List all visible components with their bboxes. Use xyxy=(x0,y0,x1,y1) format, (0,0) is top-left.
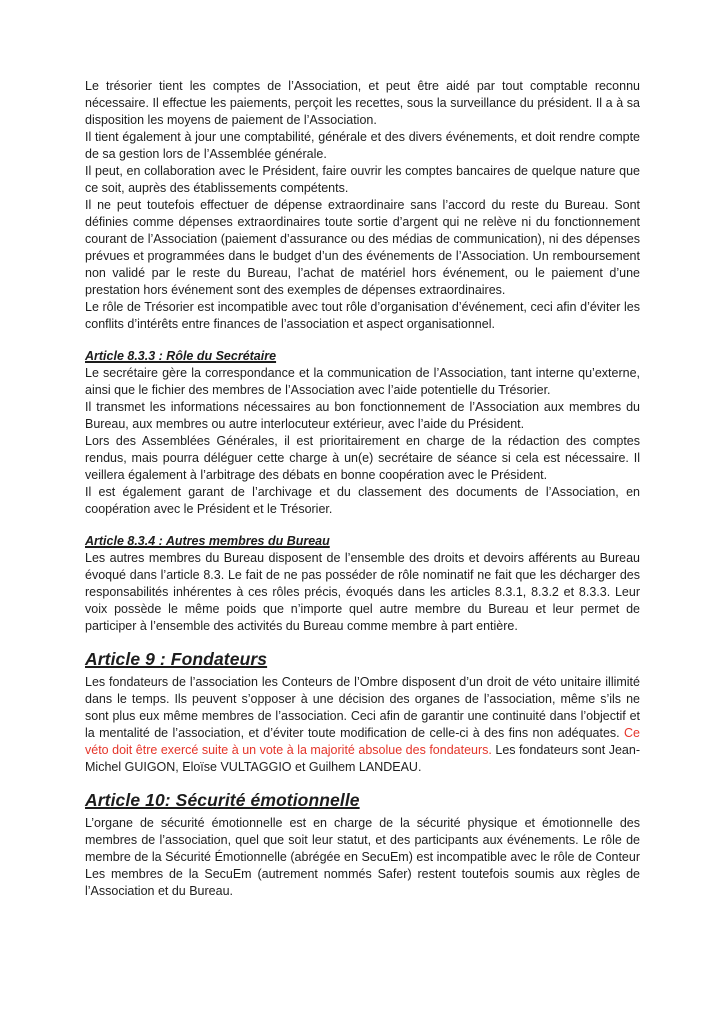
paragraph-secretaire-4: Il est également garant de l’archivage et du classement des documents de l’Association, en coopération avec le Président et le Trésorier. xyxy=(85,485,640,516)
fondateurs-text-before: Les fondateurs de l’association les Conteurs de l’Ombre disposent d’un droit de véto unitaire illimité dans le temps. Ils peuvent s’opposer à une décision des organes de l’association, même s’ils ne sont plus eux même membres de l’association. Ceci afin de garantir une continuité dans l’objectif et la mentalité de l’association, et d’éviter toute modification de celle-ci à des fins non adéquates. xyxy=(85,675,640,740)
heading-article-8-3-3: Article 8.3.3 : Rôle du Secrétaire xyxy=(85,349,277,363)
paragraph-secretaire-3: Lors des Assemblées Générales, il est prioritairement en charge de la rédaction des comptes rendus, mais pourra déléguer cette charge à un(e) secrétaire de séance si cela est nécessaire. Il veillera également à l’arbitrage des débats en bonne coopération avec le Président. xyxy=(85,434,640,482)
paragraph-fondateurs xyxy=(85,674,640,776)
paragraph-autres-membres: Les autres membres du Bureau disposent de l’ensemble des droits et devoirs afférents au Bureau évoqué dans l’article 8.3. Le fait de ne pas posséder de rôle nominatif ne fait que les décharger des responsabilités inhérentes à ces rôles précis, évoqués dans les articles 8.3.1, 8.3.2 et 8.3.3. Leur voix possède le même poids que n’importe quel autre membre du Bureau et leur permet de participer à l’ensemble des activités du Bureau comme membre à part entière. xyxy=(85,551,640,633)
fondateurs-red-emphasis: Ce véto doit être exercé suite à un vote à la majorité absolue des fondateurs. xyxy=(85,726,640,757)
heading-article-10: Article 10: Sécurité émotionnelle xyxy=(85,790,360,810)
paragraph-tresorier-3: Il peut, en collaboration avec le Président, faire ouvrir les comptes bancaires de quelque nature que ce soit, auprès des établissements compétents. xyxy=(85,164,640,195)
heading-article-8-3-4: Article 8.3.4 : Autres membres du Bureau xyxy=(85,534,330,548)
document-body xyxy=(85,78,640,900)
paragraph-secretaire-1: Le secrétaire gère la correspondance et la communication de l’Association, tant interne qu’externe, ainsi que le fichier des membres de l’Association avec l’aide potentielle du Trésorier. xyxy=(85,366,640,397)
paragraph-tresorier-5: Le rôle de Trésorier est incompatible avec tout rôle d’organisation d’événement, ceci afin d’éviter les conflits d’intérêts entre finances de l’association et aspect organisationnel. xyxy=(85,300,640,331)
paragraph-tresorier-2: Il tient également à jour une comptabilité, générale et des divers événements, et doit rendre compte de sa gestion lors de l’Assemblée générale. xyxy=(85,130,640,161)
paragraph-tresorier-1: Le trésorier tient les comptes de l’Association, et peut être aidé par tout comptable reconnu nécessaire. Il effectue les paiements, perçoit les recettes, sous la surveillance du président. Il a à sa disposition les moyens de paiement de l’Association. xyxy=(85,79,640,127)
paragraph-secretaire-2: Il transmet les informations nécessaires au bon fonctionnement de l’Association aux membres du Bureau, aux membres ou autre interlocuteur extérieur, avec l’aide du Président. xyxy=(85,400,640,431)
paragraph-tresorier-4: Il ne peut toutefois effectuer de dépense extraordinaire sans l’accord du reste du Bureau. Sont définies comme dépenses extraordinaires toute sortie d’argent qui ne relève ni du fonctionnement courant de l’Association (paiement d’assurance ou des médias de communication), ni des dépenses prévues et programmées dans le budget d’un des événements de l’Association. Un remboursement non validé par le reste du Bureau, l’achat de matériel hors événement, ou le paiement d’une prestation hors événement sont des exemples de dépenses extraordinaires. xyxy=(85,198,640,297)
heading-article-9: Article 9 : Fondateurs xyxy=(85,649,268,669)
fondateurs-text-after: Les fondateurs sont Jean-Michel GUIGON, Eloïse VULTAGGIO et Guilhem LANDEAU. xyxy=(85,743,640,774)
paragraph-securite-emotionnelle: L’organe de sécurité émotionnelle est en charge de la sécurité physique et émotionnelle des membres de l’association, quel que soit leur statut, et des participants aux événements. Le rôle de membre de la Sécurité Émotionnelle (abrégée en SecuEm) est incompatible avec le rôle de Conteur Les membres de la SecuEm (autrement nommés Safer) restent toutefois soumis aux règles de l’Association et du Bureau. xyxy=(85,816,640,898)
